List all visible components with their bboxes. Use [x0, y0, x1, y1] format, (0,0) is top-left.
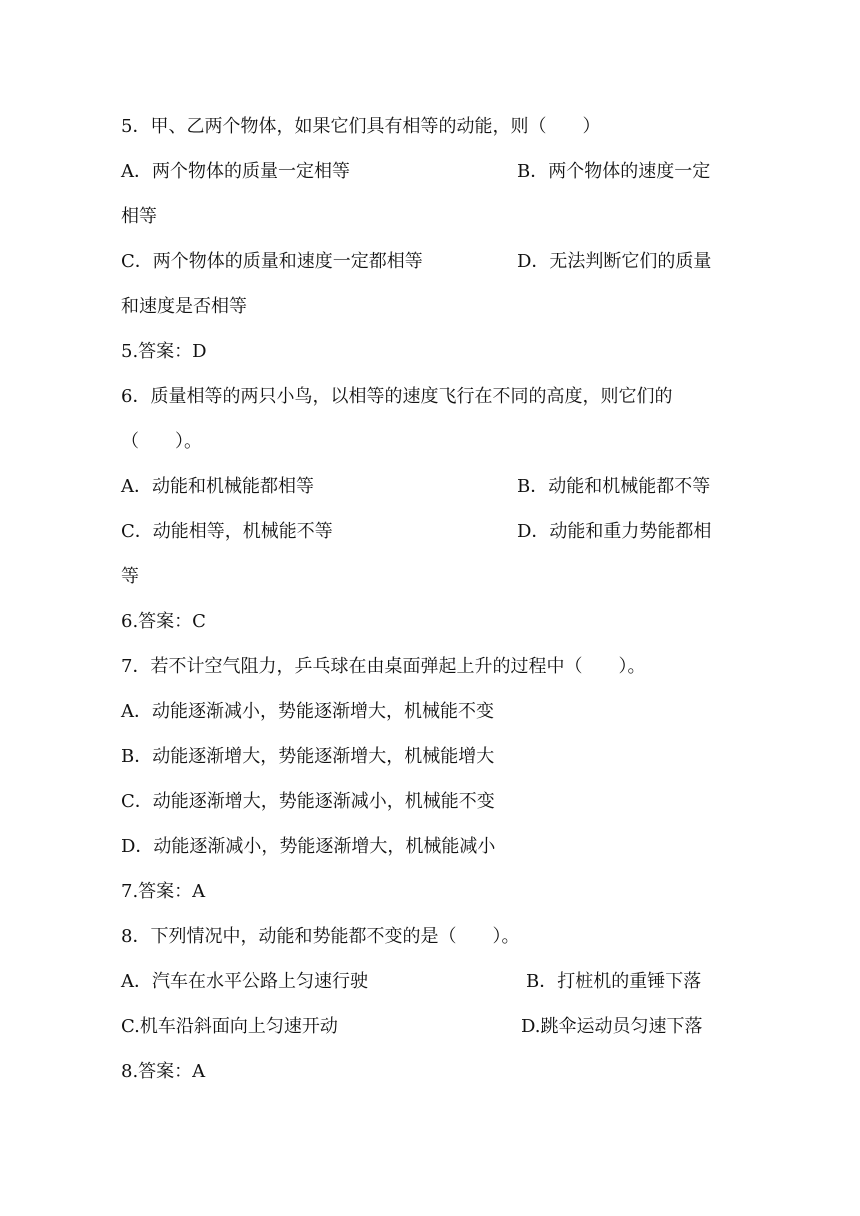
q5-option-b: B．两个物体的速度一定 [517, 161, 711, 182]
q6-option-d: D．动能和重力势能都相 [517, 521, 712, 542]
q6-answer: 6.答案：C [121, 611, 206, 632]
q6-stem: 6．质量相等的两只小鸟，以相等的速度飞行在不同的高度，则它们的 [121, 386, 673, 407]
q7-option-b: B．动能逐渐增大，势能逐渐增大，机械能增大 [121, 746, 495, 767]
q7-stem: 7．若不计空气阻力，乒乓球在由桌面弹起上升的过程中（ ）。 [121, 656, 646, 677]
q6-option-a: A．动能和机械能都相等 [121, 476, 314, 497]
q5-option-a: A．两个物体的质量一定相等 [121, 161, 350, 182]
q7-option-a: A．动能逐渐减小，势能逐渐增大，机械能不变 [121, 701, 494, 722]
q7-answer: 7.答案：A [121, 881, 206, 902]
q5-answer: 5.答案：D [121, 341, 207, 362]
q8-option-d: D.跳伞运动员匀速下落 [521, 1016, 703, 1037]
q8-option-c: C.机车沿斜面向上匀速开动 [121, 1016, 338, 1037]
q6-stem-cont: （ ）。 [121, 431, 202, 452]
q8-answer: 8.答案：A [121, 1061, 206, 1082]
q5-stem: 5．甲、乙两个物体，如果它们具有相等的动能，则（ ） [121, 116, 601, 137]
q6-option-c: C．动能相等，机械能不等 [121, 521, 333, 542]
q8-stem: 8．下列情况中，动能和势能都不变的是（ ）。 [121, 926, 520, 947]
q8-option-b: B．打桩机的重锤下落 [526, 971, 702, 992]
q7-option-d: D．动能逐渐减小，势能逐渐增大，机械能减小 [121, 836, 496, 857]
q5-option-d: D．无法判断它们的质量 [517, 251, 712, 272]
q8-option-a: A．汽车在水平公路上匀速行驶 [121, 971, 368, 992]
q5-option-d-cont: 和速度是否相等 [121, 296, 247, 317]
q7-option-c: C．动能逐渐增大，势能逐渐减小，机械能不变 [121, 791, 495, 812]
q5-option-c: C．两个物体的质量和速度一定都相等 [121, 251, 423, 272]
q5-option-b-cont: 相等 [121, 206, 157, 227]
q6-option-b: B．动能和机械能都不等 [517, 476, 711, 497]
q6-option-d-cont: 等 [121, 566, 139, 587]
